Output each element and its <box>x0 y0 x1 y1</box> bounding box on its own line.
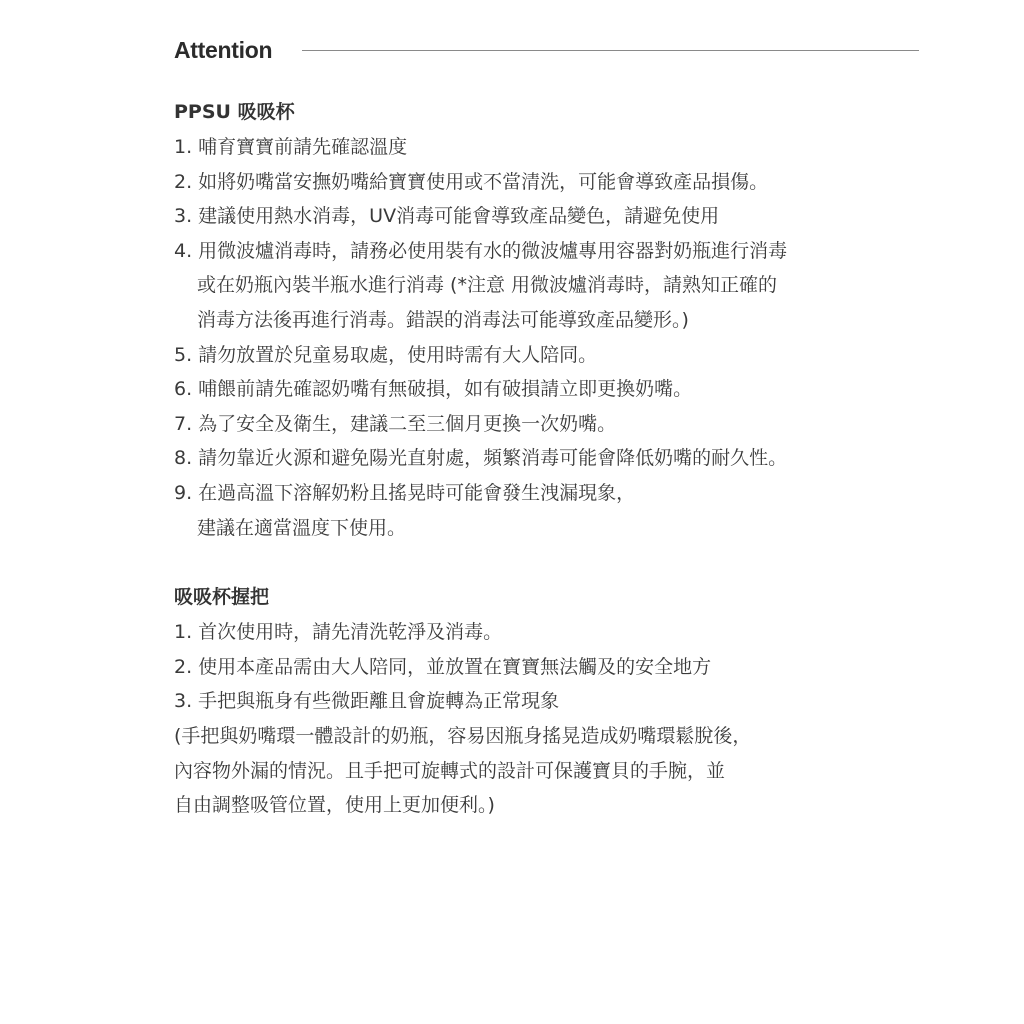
section-ppsu-cup <box>174 94 919 545</box>
instruction-line: 建議在適當溫度下使用。 <box>197 516 407 539</box>
instruction-line: 1. 哺育寶寶前請先確認溫度 <box>174 136 408 158</box>
attention-document <box>174 30 919 823</box>
instruction-line: 消毒方法後再進行消毒。錯誤的消毒法可能導致產品變形。) <box>197 308 689 331</box>
instruction-line: 8. 請勿靠近火源和避免陽光直射處，頻繁消毒可能會降低奶嘴的耐久性。 <box>174 447 788 470</box>
header-divider <box>302 50 919 51</box>
instruction-line: 2. 如將奶嘴當安撫奶嘴給寶寶使用或不當清洗，可能會導致產品損傷。 <box>174 170 769 193</box>
instruction-line: (手把與奶嘴環一體設計的奶瓶，容易因瓶身搖晃造成奶嘴環鬆脫後， <box>174 724 752 747</box>
instruction-line: 3. 手把與瓶身有些微距離且會旋轉為正常現象 <box>174 690 560 713</box>
instruction-line: 9. 在過高溫下溶解奶粉且搖晃時可能會發生洩漏現象， <box>174 481 636 504</box>
instruction-line: 5. 請勿放置於兒童易取處，使用時需有大人陪同。 <box>174 343 598 366</box>
instruction-line: 1. 首次使用時，請先清洗乾淨及消毒。 <box>174 621 503 644</box>
section-title: PPSU 吸吸杯 <box>174 101 295 123</box>
instruction-line: 6. 哺餵前請先確認奶嘴有無破損，如有破損請立即更換奶嘴。 <box>174 378 693 401</box>
attention-header <box>174 30 919 70</box>
instruction-line: 4. 用微波爐消毒時，請務必使用裝有水的微波爐專用容器對奶瓶進行消毒 <box>174 239 788 262</box>
instruction-line: 內容物外漏的情況。且手把可旋轉式的設計可保護寶貝的手腕，並 <box>174 759 726 782</box>
instruction-line: 2. 使用本產品需由大人陪同，並放置在寶寶無法觸及的安全地方 <box>174 655 712 678</box>
page-title: Attention <box>174 36 273 63</box>
instruction-list <box>174 615 919 823</box>
section-title: 吸吸杯握把 <box>174 586 270 609</box>
instruction-line: 3. 建議使用熱水消毒，UV消毒可能會導致產品變色，請避免使用 <box>174 205 720 228</box>
instruction-line: 7. 為了安全及衛生，建議二至三個月更換一次奶嘴。 <box>174 412 617 435</box>
instruction-list <box>174 130 919 545</box>
instruction-line: 自由調整吸管位置，使用上更加便利。) <box>174 794 495 817</box>
section-cup-handle <box>174 579 919 823</box>
instruction-line: 或在奶瓶內裝半瓶水進行消毒 (*注意 用微波爐消毒時，請熟知正確的 <box>197 274 777 297</box>
